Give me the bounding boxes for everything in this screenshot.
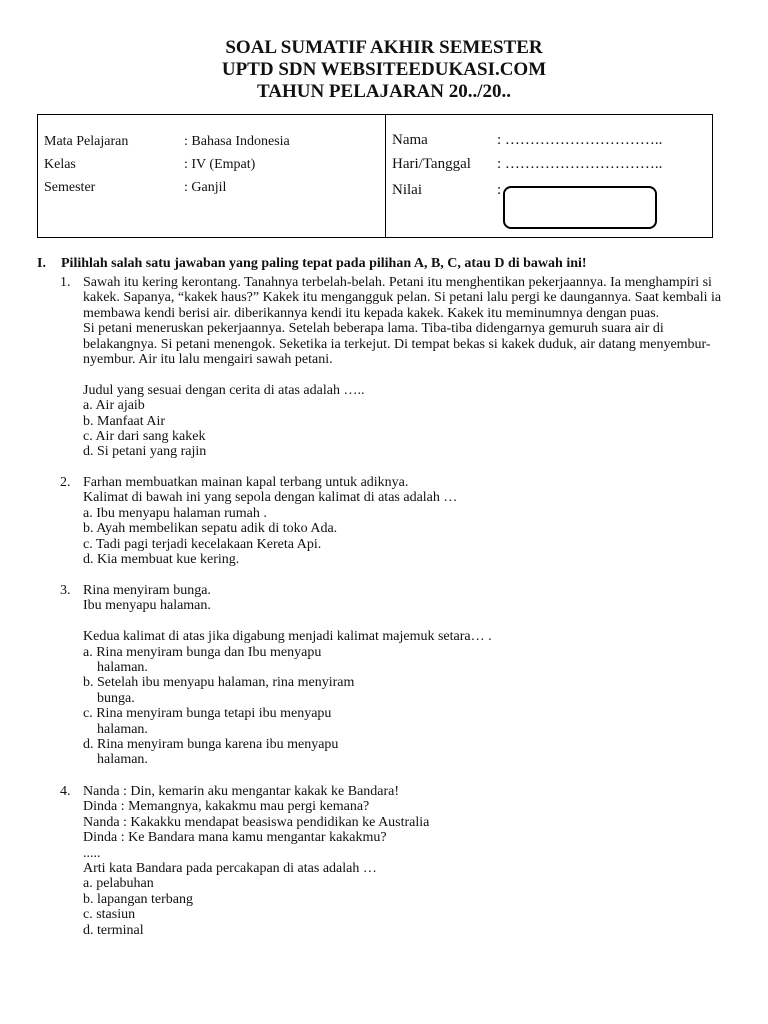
info-class-label: Kelas <box>44 157 76 172</box>
question-text-line: kakek. Sapanya, “kakek haus?” Kakek itu mengangguk pelan. Si petani lalu pergi ke daungannya. Saat kembali ia <box>83 290 722 306</box>
academic-year: TAHUN PELAJARAN 20../20.. <box>256 81 512 102</box>
dialogue-line: Dinda : Memangnya, kakakmu mau pergi kemana? <box>83 799 370 815</box>
question-number: 3. <box>60 583 71 598</box>
option-d-continued: halaman. <box>97 752 148 768</box>
info-name-value[interactable]: : ………………………….. <box>497 132 663 148</box>
question-number: 2. <box>60 475 71 490</box>
school-name: UPTD SDN WEBSITEEDUKASI.COM <box>221 59 547 80</box>
question-body <box>83 583 733 768</box>
option-d[interactable]: d. Kia membuat kue kering. <box>83 552 240 568</box>
info-date-label: Hari/Tanggal <box>392 156 471 172</box>
question-prompt: Kalimat di bawah ini yang sepola dengan kalimat di atas adalah … <box>83 490 458 506</box>
question-text-line: Si petani meneruskan pekerjaannya. Setelah beberapa lama. Tiba-tiba didengarnya gemuruh suara air di <box>83 321 664 337</box>
info-name-label: Nama <box>392 132 428 148</box>
question-number: 1. <box>60 275 71 290</box>
info-date-value[interactable]: : ………………………….. <box>497 156 663 172</box>
option-c[interactable]: c. Tadi pagi terjadi kecelakaan Kereta Api. <box>83 536 322 552</box>
question-prompt: Judul yang sesuai dengan cerita di atas adalah ….. <box>83 382 365 398</box>
question-text-line: Sawah itu kering kerontang. Tanahnya terbelah-belah. Petani itu menghentikan pekerjaannya. Ia menghampiri si <box>83 275 712 290</box>
student-info-box <box>37 114 713 238</box>
question-body <box>83 784 733 938</box>
option-c[interactable]: c. Air dari sang kakek <box>83 429 206 445</box>
option-b[interactable]: b. Ayah membelikan sepatu adik di toko Ada. <box>83 521 338 537</box>
option-b[interactable]: b. lapangan terbang <box>83 891 194 907</box>
option-c[interactable]: c. stasiun <box>83 907 136 923</box>
info-score-colon: : <box>497 182 502 198</box>
info-divider <box>385 115 386 237</box>
option-d[interactable]: d. Si petani yang rajin <box>83 444 207 460</box>
option-c-continued: halaman. <box>97 721 148 737</box>
option-b[interactable]: b. Setelah ibu menyapu halaman, rina menyiram <box>83 675 355 691</box>
info-subject-label: Mata Pelajaran <box>44 134 129 149</box>
section-instruction: Pilihlah salah satu jawaban yang paling tepat pada pilihan A, B, C, atau D di bawah ini! <box>61 256 587 271</box>
option-d[interactable]: d. Rina menyiram bunga karena ibu menyapu <box>83 737 339 753</box>
question-body <box>83 275 733 460</box>
exam-title: SOAL SUMATIF AKHIR SEMESTER <box>225 37 543 58</box>
question-prompt: Kedua kalimat di atas jika digabung menjadi kalimat majemuk setara… . <box>83 629 492 645</box>
question-text-line: Ibu menyapu halaman. <box>83 598 211 614</box>
section-number: I. <box>37 256 46 271</box>
option-a[interactable]: a. Ibu menyapu halaman rumah . <box>83 505 267 521</box>
option-b[interactable]: b. Manfaat Air <box>83 413 166 429</box>
info-semester-label: Semester <box>44 180 96 195</box>
blank-line <box>83 614 733 629</box>
question-text-line: belakangnya. Si petani menengok. Seketika ia terkejut. Di tempat bekas si kakek duduk, air datang menyembur- <box>83 336 711 352</box>
option-c[interactable]: c. Rina menyiram bunga tetapi ibu menyapu <box>83 706 332 722</box>
question-number: 4. <box>60 784 71 799</box>
dialogue-line: Dinda : Ke Bandara mana kamu mengantar kakakmu? <box>83 830 387 846</box>
dialogue-line: Nanda : Din, kemarin aku mengantar kakak ke Bandara! <box>83 784 400 799</box>
info-semester-value: : Ganjil <box>184 180 227 195</box>
question-text-line: membawa kendi berisi air. diberikannya kendi itu kepada kakek. Kakek itu meminumnya dengan puas. <box>83 305 660 321</box>
question-body <box>83 475 733 567</box>
score-box[interactable] <box>503 186 657 229</box>
dialogue-ellipsis: ..... <box>83 845 101 861</box>
option-a[interactable]: a. pelabuhan <box>83 876 154 892</box>
option-a[interactable]: a. Rina menyiram bunga dan Ibu menyapu <box>83 644 322 660</box>
dialogue-line: Nanda : Kakakku mendapat beasiswa pendidikan ke Australia <box>83 814 430 830</box>
info-class-value: : IV (Empat) <box>184 157 256 172</box>
question-text-line: Farhan membuatkan mainan kapal terbang untuk adiknya. <box>83 475 409 490</box>
option-a-continued: halaman. <box>97 660 148 676</box>
option-b-continued: bunga. <box>97 690 135 706</box>
info-score-label: Nilai <box>392 182 422 198</box>
question-text-line: nyembur. Air itu lalu mengairi sawah petani. <box>83 352 333 368</box>
option-d[interactable]: d. terminal <box>83 922 144 938</box>
question-text-line: Rina menyiram bunga. <box>83 583 211 598</box>
info-subject-value: : Bahasa Indonesia <box>184 134 290 149</box>
blank-line <box>83 367 733 382</box>
question-prompt: Arti kata Bandara pada percakapan di atas adalah … <box>83 861 377 877</box>
option-a[interactable]: a. Air ajaib <box>83 398 145 414</box>
